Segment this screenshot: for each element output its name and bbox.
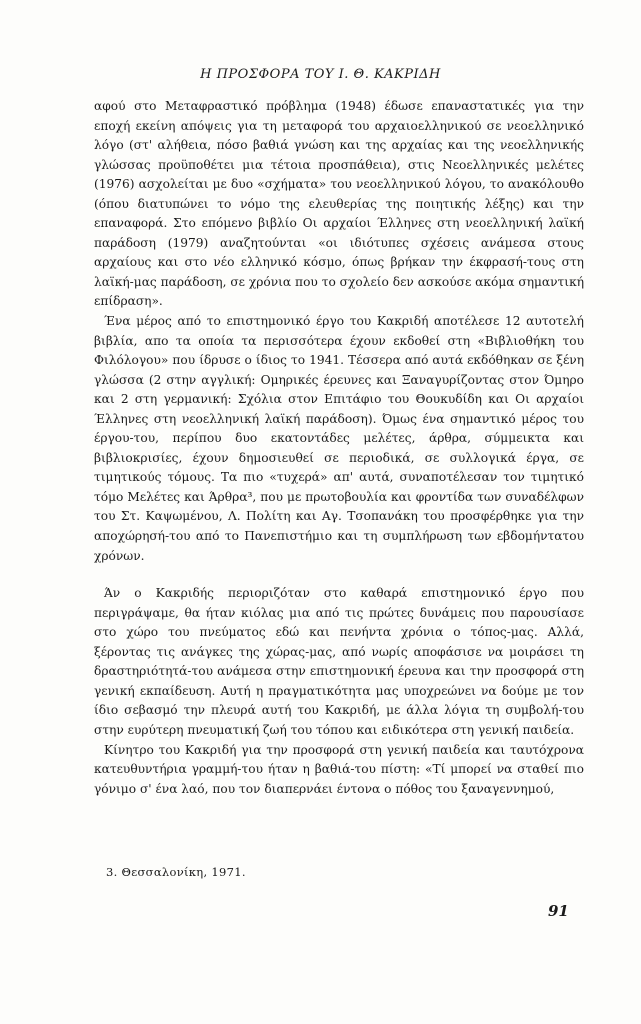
paragraph-2: Ένα μέρος από το επιστημονικό έργο του Κακριδή αποτέλεσε 12 αυτοτελή βιβλία, απο τα οποία τα περισσότερα έχουν εκδοθεί στη «Βιβλιοθήκη του Φιλόλογου» που ίδρυσε ο ίδιος το 1941. Τέσσερα από αυτά εκδόθηκαν σε ξένη γλώσσα (2 στην αγγλική: Ομηρικές έρευνες και Ξαναγυρίζοντας στον Όμηρο και 2 στη γερμανική: Σχόλια στον Επιτάφιο του Θουκυδίδη και Οι αρχαίοι Έλληνες στη νεοελληνική λαϊκή παράδοση). Όμως ένα σημαντικό μέρος του έργου-του, περίπου δυο εκατοντάδες μελέτες, άρθρα, σύμμεικτα και βιβλιοκρισίες, έχουν δημοσιευθεί σε περιοδικά, σε συλλογικά έργα, σε τιμητικούς τόμους. Τα πιο «τυχερά» απ' αυτά, συναποτέλεσαν τον τιμητικό τόμο Μελέτες και Άρθρα³, που με πρωτοβουλία και φροντίδα των συναδέλφων του Στ. Καψωμένου, Λ. Πολίτη και Αγ. Τσοπανάκη του προσφέρθηκε για την αποχώρησή-του από το Πανεπιστήμιο και τη συμπλήρωση των εβδομήντατου χρόνων.: [94, 314, 584, 563]
main-text: [94, 97, 584, 799]
running-title: Η ΠΡΟΣΦΟΡΑ ΤΟΥ Ι. Θ. ΚΑΚΡΙΔΗ: [200, 67, 441, 82]
paragraph-3: Άν ο Κακριδής περιοριζόταν στο καθαρά επιστημονικό έργο που περιγράψαμε, θα ήταν κιόλας μια από τις πρώτες δυνάμεις που παρουσίασε στο χώρο του πνεύματος εδώ και πενήντα χρόνια ο τόπος-μας. Αλλά, ξέροντας τις ανάγκες της χώρας-μας, από νωρίς αποφάσισε να μοιράσει τη δραστηριότητά-του ανάμεσα στην επιστημονική έρευνα και την προσφορά στη γενική εκπαίδευση. Αυτή η πραγματικότητα μας υποχρεώνει να δούμε με τον ίδιο σεβασμό την πλευρά αυτή του Κακριδή, με άλλα λόγια τη συμβολή-του στην ευρύτερη πνευματική ζωή του τόπου και ειδικότερα στη γενική παιδεία.: [94, 586, 584, 737]
page-number: 91: [548, 902, 569, 920]
footnote: 3. Θεσσαλονίκη, 1971.: [106, 865, 246, 879]
paragraph-4: Κίνητρο του Κακριδή για την προσφορά στη γενική παιδεία και ταυτόχρονα κατευθυντήρια γραμμή-του ήταν η βαθιά-του πίστη: «Τί μπορεί να σταθεί πιο γόνιμο σ' ένα λαό, που τον διαπερνάει έντονα ο πόθος του ξαναγεννημού,: [94, 742, 584, 796]
paragraph-1: αφού στο Μεταφραστικό πρόβλημα (1948) έδωσε επαναστατικές για την εποχή εκείνη απόψεις για τη μεταφορά του αρχαιοελληνικού σε νεοελληνικό λόγο (στ' αλήθεια, πόσο βαθιά γνώση και της αρχαίας και της νεοελληνικής γλώσσας προϋποθέτει μια τέτοια προσπάθεια), στις Νεοελληνικές μελέτες (1976) ασχολείται με δυο «σχήματα» του νεοελληνικού λόγου, το ανακόλουθο (όπου διατυπώνει το νόμο της ελευθερίας της ποιητικής λέξης) και την επαναφορά. Στο επόμενο βιβλίο Οι αρχαίοι Έλληνες στη νεοελληνική λαϊκή παράδοση (1979) αναζητούνται «οι ιδιότυπες σχέσεις ανάμεσα στους αρχαίους και στο νέο ελληνικό κόσμο, όπως βρήκαν την έκφρασή-τους στη λαϊκή-μας παράδοση, σε χρόνια που το σχολείο δεν ασκούσε ακόμα σημαντική επίδραση».: [94, 99, 584, 309]
